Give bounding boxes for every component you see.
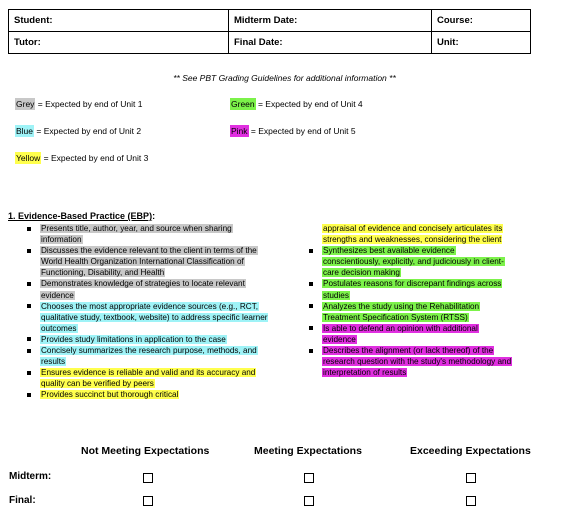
course-cell[interactable]: [432, 10, 531, 32]
criteria-item: [302, 278, 512, 300]
not-meeting-heading: Not Meeting Expectations: [81, 445, 210, 457]
criteria-text: Demonstrates knowledge of strategies to locate relevant evidence: [41, 279, 245, 300]
final-meeting-checkbox[interactable]: [304, 496, 314, 506]
midterm-date-cell[interactable]: [229, 10, 432, 32]
grading-note: ** See PBT Grading Guidelines for additional information **: [173, 73, 396, 83]
criteria-item: [20, 245, 272, 278]
legend-green-word: Green: [231, 99, 255, 109]
criteria-item: [20, 367, 272, 389]
criteria-text: appraisal of evidence and concisely articulates its strengths and weaknesses, considering the client: [323, 224, 503, 245]
legend-pink-word: Pink: [231, 126, 248, 136]
criteria-text: Analyzes the study using the Rehabilitation Treatment Specification System (RTSS): [323, 301, 480, 322]
criteria-item: [20, 301, 272, 334]
final-not-meeting-checkbox[interactable]: [143, 496, 153, 506]
midterm-not-meeting-checkbox[interactable]: [143, 473, 153, 483]
legend-blue-text: = Expected by end of Unit 2: [34, 126, 142, 136]
exceeding-heading: Exceeding Expectations: [410, 445, 531, 457]
criteria-item: [302, 323, 512, 345]
unit-label: Unit:: [437, 37, 459, 48]
criteria-text: Provides study limitations in application to the case: [41, 334, 226, 344]
student-label: Student:: [14, 15, 53, 26]
section-heading: [8, 211, 155, 221]
ebp-criteria-right: [302, 223, 512, 378]
criteria-text: Describes the alignment (or lack thereof) of the research question with the study's methodology and interpretation of results: [323, 346, 512, 378]
section-title: 1. Evidence-Based Practice (EBP): [8, 211, 153, 221]
legend-yellow-text: = Expected by end of Unit 3: [41, 153, 149, 163]
criteria-text: Postulates reasons for discrepant findings across studies: [323, 279, 502, 300]
tutor-label: Tutor:: [14, 37, 41, 48]
criteria-item: [20, 278, 272, 300]
criteria-text: Presents title, author, year, and source when sharing information: [41, 224, 232, 245]
criteria-text: Discusses the evidence relevant to the client in terms of the World Health Organization International Classification of Functioning, Disability, and Health: [41, 246, 257, 278]
legend-yellow-word: Yellow: [16, 153, 41, 163]
criteria-item: [20, 334, 272, 345]
criteria-item: [302, 345, 512, 378]
criteria-text: Is able to defend an opinion with additional evidence: [323, 323, 478, 344]
header-table: [8, 9, 531, 54]
legend-blue: [15, 126, 141, 136]
criteria-item: [20, 223, 272, 245]
final-exceeding-checkbox[interactable]: [466, 496, 476, 506]
legend-pink: [230, 126, 356, 136]
criteria-text: Concisely summarizes the research purpose, methods, and results: [41, 346, 257, 367]
meeting-heading: Meeting Expectations: [254, 445, 362, 457]
criteria-item: [302, 301, 512, 323]
criteria-text: Synthesizes best available evidence conscientiously, explicitly, and judiciously in client-care decision making: [323, 246, 504, 278]
midterm-exceeding-checkbox[interactable]: [466, 473, 476, 483]
criteria-item: [302, 245, 512, 278]
criteria-text: Ensures evidence is reliable and valid and its accuracy and quality can be verified by peers: [41, 368, 256, 389]
section-colon: :: [152, 211, 156, 221]
legend-pink-text: = Expected by end of Unit 5: [248, 126, 356, 136]
ebp-criteria-left: [20, 223, 272, 401]
criteria-item: [20, 345, 272, 367]
midterm-meeting-checkbox[interactable]: [304, 473, 314, 483]
midterm-date-label: Midterm Date:: [234, 15, 298, 26]
legend-green: [230, 99, 363, 109]
legend-green-text: = Expected by end of Unit 4: [255, 99, 363, 109]
legend-grey: [15, 99, 142, 109]
criteria-text: Chooses the most appropriate evidence sources (e.g., RCT, qualitative study, textbook, website) to address specific learner outcomes: [41, 301, 268, 333]
legend-yellow: [15, 153, 148, 163]
course-label: Course:: [437, 15, 473, 26]
final-row-label: Final:: [9, 495, 36, 506]
unit-cell[interactable]: [432, 32, 531, 54]
student-cell[interactable]: [9, 10, 229, 32]
legend-grey-text: = Expected by end of Unit 1: [35, 99, 143, 109]
legend-grey-word: Grey: [16, 99, 35, 109]
final-date-cell[interactable]: [229, 32, 432, 54]
criteria-item: [302, 223, 512, 245]
tutor-cell[interactable]: [9, 32, 229, 54]
criteria-text: Provides succinct but thorough critical: [41, 390, 179, 400]
midterm-row-label: Midterm:: [9, 471, 52, 482]
final-date-label: Final Date:: [234, 37, 283, 48]
criteria-item: [20, 389, 272, 400]
legend-blue-word: Blue: [16, 126, 34, 136]
